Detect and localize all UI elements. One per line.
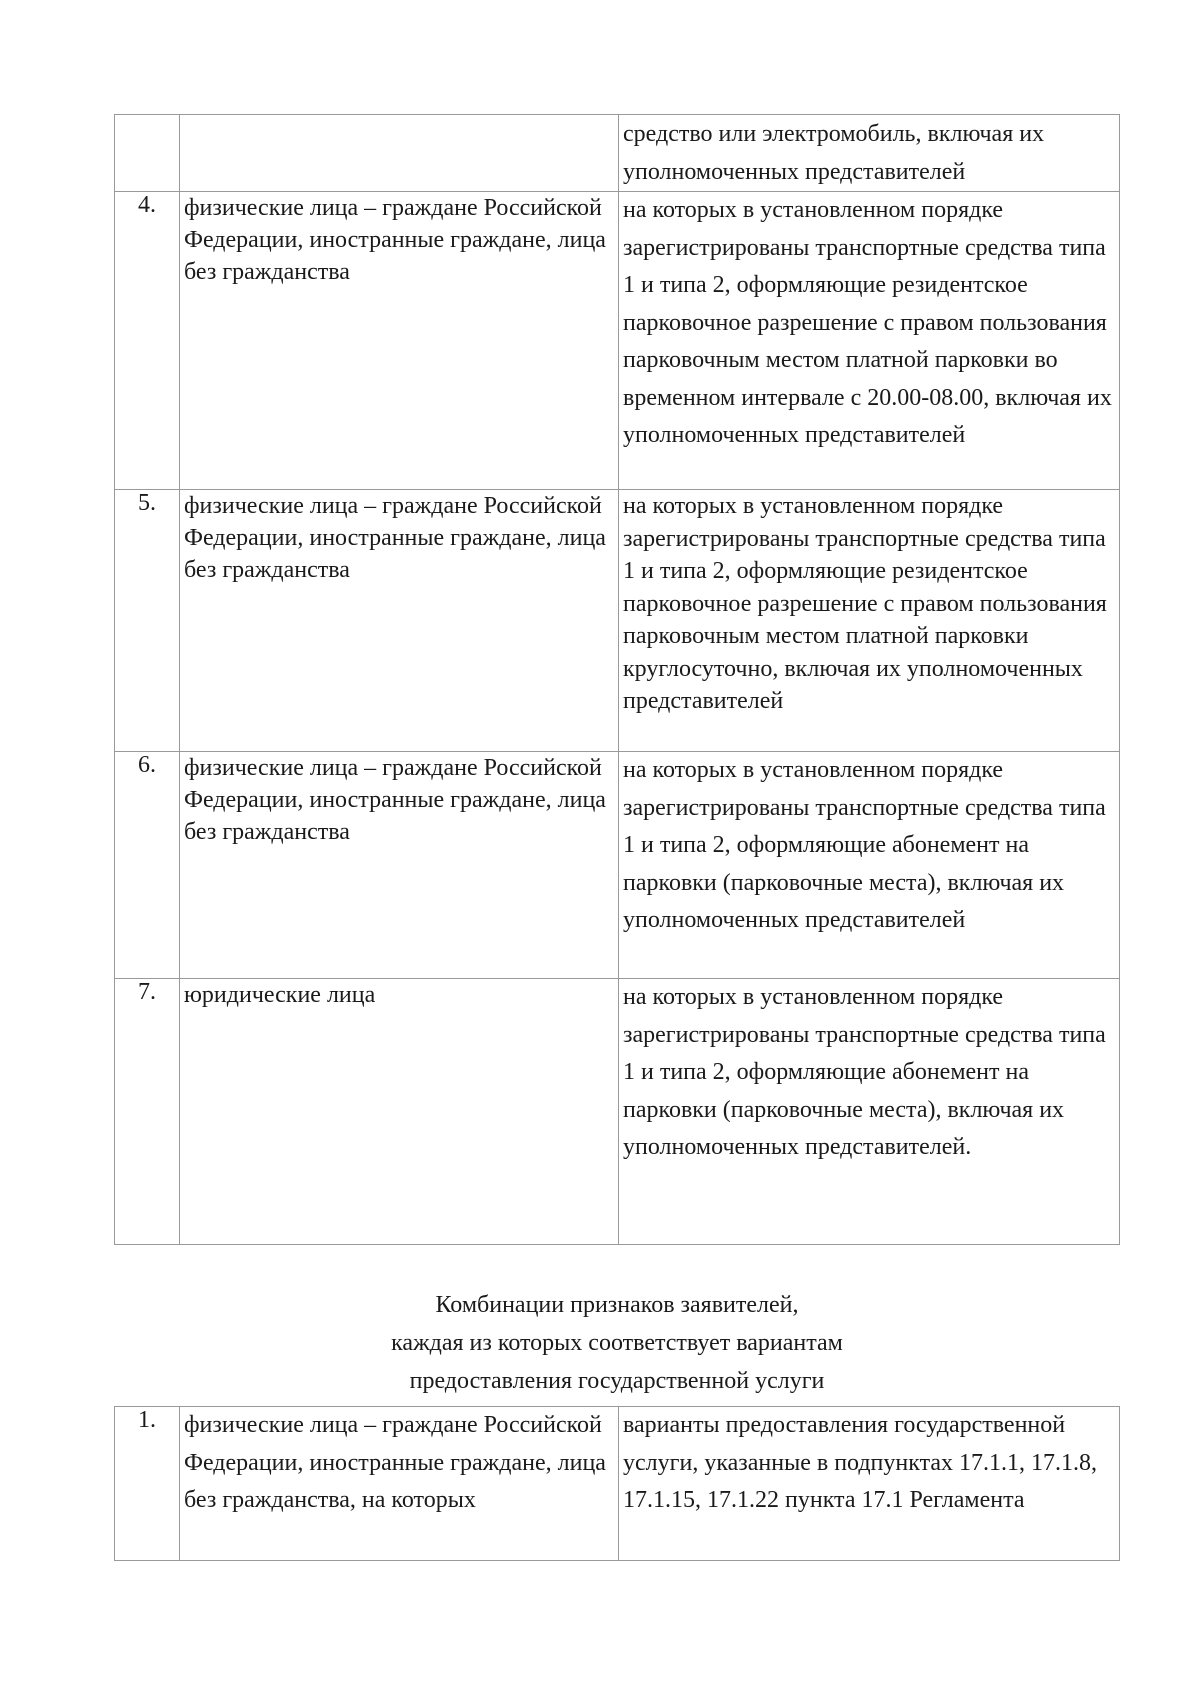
applicant-category: юридические лица	[180, 979, 619, 1245]
applicant-category: физические лица – граждане Российской Федерации, иностранные граждане, лица без гражданства	[180, 752, 619, 979]
row-number	[115, 115, 180, 192]
applicant-condition: на которых в установленном порядке зарегистрированы транспортные средства типа 1 и типа 2, оформляющие резидентское парковочное разрешение с правом пользования парковочным местом платной парковки во временном интервале с 20.00-08.00, включая их уполномоченных представителей	[619, 192, 1120, 490]
row-number: 7.	[115, 979, 180, 1245]
service-variants: варианты предоставления государственной услуги, указанные в подпунктах 17.1.1, 17.1.8, 17.1.15, 17.1.22 пункта 17.1 Регламента	[619, 1407, 1120, 1561]
applicant-condition: на которых в установленном порядке зарегистрированы транспортные средства типа 1 и типа 2, оформляющие абонемент на парковки (парковочные места), включая их уполномоченных представителей.	[619, 979, 1120, 1245]
table-row	[115, 979, 1120, 1245]
row-number: 4.	[115, 192, 180, 490]
applicant-condition: средство или электромобиль, включая их уполномоченных представителей	[619, 115, 1120, 192]
section-heading	[114, 1286, 1120, 1400]
heading-line: предоставления государственной услуги	[409, 1368, 825, 1394]
heading-line: каждая из которых соответствует вариантам	[391, 1330, 843, 1356]
applicants-table	[114, 114, 1120, 1245]
table-row	[115, 1407, 1120, 1561]
table-row	[115, 490, 1120, 752]
table-row	[115, 115, 1120, 192]
applicant-category: физические лица – граждане Российской Федерации, иностранные граждане, лица без гражданства	[180, 192, 619, 490]
applicant-category: физические лица – граждане Российской Федерации, иностранные граждане, лица без гражданства, на которых	[180, 1407, 619, 1561]
table-row	[115, 752, 1120, 979]
row-number: 1.	[115, 1407, 180, 1561]
applicant-category: физические лица – граждане Российской Федерации, иностранные граждане, лица без гражданства	[180, 490, 619, 752]
applicant-category	[180, 115, 619, 192]
applicant-condition: на которых в установленном порядке зарегистрированы транспортные средства типа 1 и типа 2, оформляющие резидентское парковочное разрешение с правом пользования парковочным местом платной парковки круглосуточно, включая их уполномоченных представителей	[619, 490, 1120, 752]
heading-line: Комбинации признаков заявителей,	[435, 1292, 799, 1318]
combinations-table	[114, 1406, 1120, 1561]
row-number: 6.	[115, 752, 180, 979]
row-number: 5.	[115, 490, 180, 752]
table-row	[115, 192, 1120, 490]
applicant-condition: на которых в установленном порядке зарегистрированы транспортные средства типа 1 и типа 2, оформляющие абонемент на парковки (парковочные места), включая их уполномоченных представителей	[619, 752, 1120, 979]
